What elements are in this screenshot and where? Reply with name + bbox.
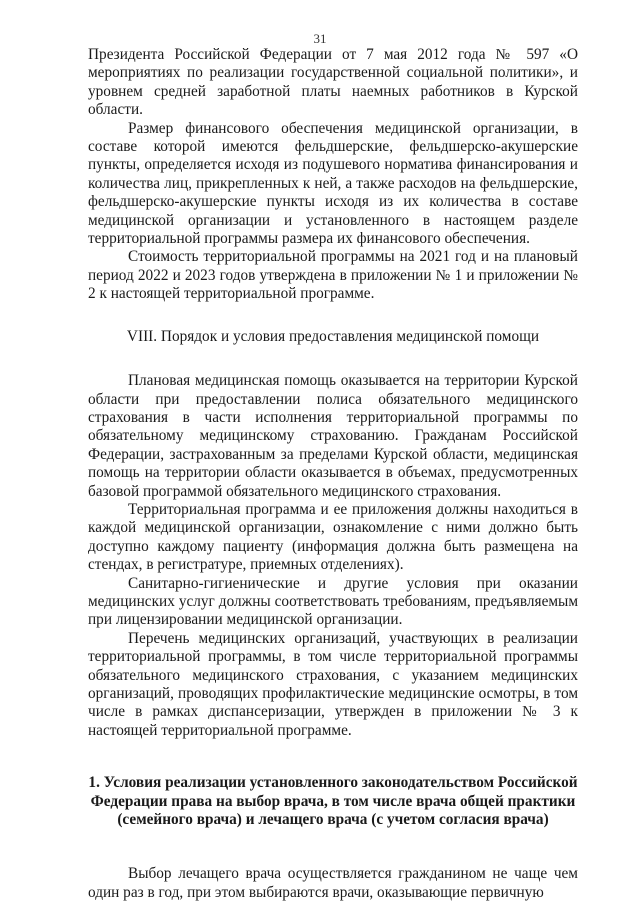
section-heading: VIII. Порядок и условия предоставления медицинской помощи bbox=[126, 327, 540, 345]
paragraph: Стоимость территориальной программы на 2021 год и на плановый период 2022 и 2023 годов утверждена в приложении № 1 и приложении № 2 к настоящей территориальной программе. bbox=[88, 248, 578, 303]
paragraph: Выбор лечащего врача осуществляется гражданином не чаще чем один раз в год, при этом выбираются врачи, оказывающие первичную bbox=[88, 865, 578, 901]
paragraph: Санитарно-гигиенические и другие условия при оказании медицинских услуг должны соответствовать требованиям, предъявляемым при лицензировании медицинской организации. bbox=[88, 574, 578, 629]
paragraph: Территориальная программа и ее приложения должны находиться в каждой медицинской организации, ознакомление с ними должно быть доступно каждому пациенту (информация должна быть размещена на стендах, в регистратуре, приемных отделениях). bbox=[88, 500, 578, 574]
subsection-heading: 1. Условия реализации установленного законодательством Российской Федерации права на выбор врача, в том числе врача общей практики (семейного врача) и лечащего врача (с учетом согласия врача) bbox=[88, 774, 578, 829]
paragraph: Размер финансового обеспечения медицинской организации, в составе которой имеются фельдшерские, фельдшерско-акушерские пункты, определяется исходя из подушевого норматива финансирования и количества лиц, прикрепленных к ней, а также расходов на фельдшерские, фельдшерско-акушерские пункты исходя из их количества в составе медицинской организации и установленного в настоящем разделе территориальной программы размера их финансового обеспечения. bbox=[88, 119, 578, 248]
page-content bbox=[88, 46, 578, 902]
paragraph: Президента Российской Федерации от 7 мая 2012 года № 597 «О мероприятиях по реализации государственной социальной политики», и уровнем средней заработной платы наемных работников в Курской области. bbox=[88, 46, 578, 119]
page-number: 31 bbox=[313, 31, 327, 46]
paragraph: Плановая медицинская помощь оказывается на территории Курской области при предоставлении полиса обязательного медицинского страхования в части исполнения территориальной программы по обязательному медицинскому страхованию. Гражданам Российской Федерации, застрахованным за пределами Курской области, медицинская помощь на территории области оказывается в объемах, предусмотренных базовой программой обязательного медицинского страхования. bbox=[88, 372, 578, 500]
paragraph: Перечень медицинских организаций, участвующих в реализации территориальной программы, в том числе территориальной программы обязательного медицинского страхования, с указанием медицинских организаций, проводящих профилактические медицинские осмотры, в том числе в рамках диспансеризации, утвержден в приложении № 3 к настоящей территориальной программе. bbox=[88, 629, 578, 739]
